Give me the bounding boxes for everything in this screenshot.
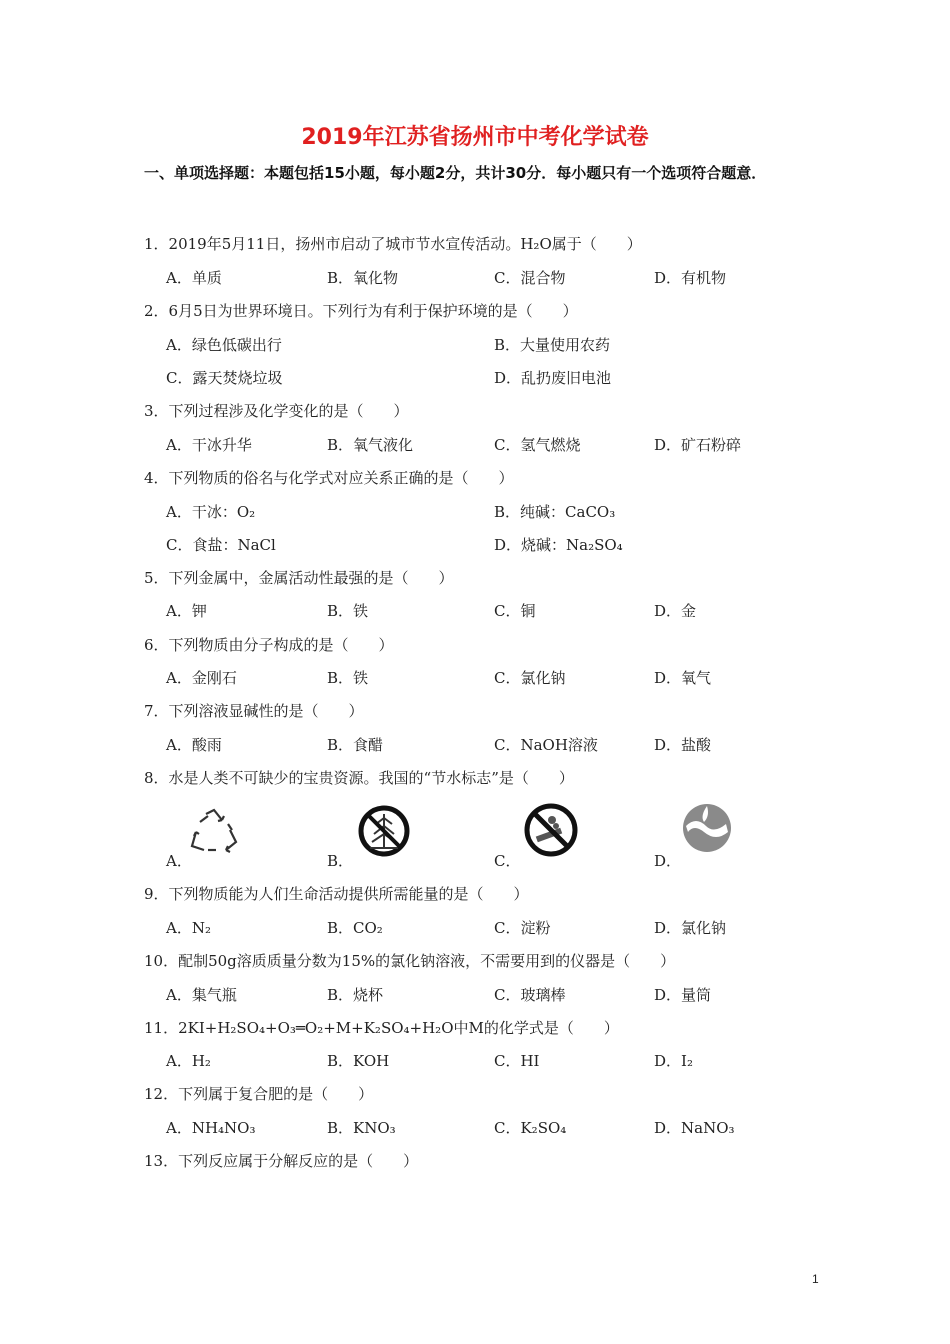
q12-option-a: A．NH₄NO₃ bbox=[166, 1119, 256, 1137]
q5-option-c: C．铜 bbox=[494, 602, 536, 620]
recycle-icon bbox=[186, 806, 242, 856]
question-4: 4．下列物质的俗名与化学式对应关系正确的是（ ） bbox=[144, 469, 514, 487]
q10-option-c: C．玻璃棒 bbox=[494, 986, 566, 1004]
q6-option-c: C．氯化钠 bbox=[494, 669, 566, 687]
question-3: 3．下列过程涉及化学变化的是（ ） bbox=[144, 402, 409, 420]
q6-option-b: B．铁 bbox=[327, 669, 369, 687]
question-7: 7．下列溶液显碱性的是（ ） bbox=[144, 702, 364, 720]
q8-option-c: C． bbox=[494, 852, 521, 870]
q11-option-a: A．H₂ bbox=[166, 1052, 211, 1070]
q3-option-c: C．氢气燃烧 bbox=[494, 436, 581, 454]
page-number: 1 bbox=[812, 1272, 819, 1286]
q3-option-d: D．矿石粉碎 bbox=[654, 436, 742, 454]
q1-option-c: C．混合物 bbox=[494, 269, 566, 287]
q6-option-a: A．金刚石 bbox=[166, 669, 237, 687]
q11-option-d: D．I₂ bbox=[654, 1052, 693, 1070]
q8-option-b: B． bbox=[327, 852, 354, 870]
q2-option-b: B．大量使用农药 bbox=[494, 336, 611, 354]
q8-option-a: A． bbox=[166, 852, 192, 870]
section-heading bbox=[144, 155, 824, 191]
q5-option-a: A．钾 bbox=[166, 602, 207, 620]
q1-option-b: B．氧化物 bbox=[327, 269, 399, 287]
section-text: 一、单项选择题：本题包括15小题，每小题2分，共计30分．每小题只有一个选项符合题意． bbox=[144, 164, 767, 182]
q8-option-d: D． bbox=[654, 852, 682, 870]
q10-option-a: A．集气瓶 bbox=[166, 986, 237, 1004]
q1-option-a: A．单质 bbox=[166, 269, 222, 287]
question-2: 2．6月5日为世界环境日。下列行为有利于保护环境的是（ ） bbox=[144, 302, 578, 320]
question-12: 12．下列属于复合肥的是（ ） bbox=[144, 1085, 374, 1103]
question-8: 8．水是人类不可缺少的宝贵资源。我国的“节水标志”是（ ） bbox=[144, 769, 574, 787]
no-logging-icon bbox=[356, 804, 412, 858]
q2-option-a: A．绿色低碳出行 bbox=[166, 336, 282, 354]
q10-option-b: B．烧杯 bbox=[327, 986, 384, 1004]
q9-option-a: A．N₂ bbox=[166, 919, 211, 937]
no-smoking-icon bbox=[522, 802, 580, 858]
water-saving-icon bbox=[680, 802, 734, 854]
q9-option-c: C．淀粉 bbox=[494, 919, 551, 937]
q4-option-b: B．纯碱：CaCO₃ bbox=[494, 503, 616, 521]
q4-option-d: D．烧碱：Na₂SO₄ bbox=[494, 536, 623, 554]
q12-option-b: B．KNO₃ bbox=[327, 1119, 396, 1137]
q1-option-d: D．有机物 bbox=[654, 269, 727, 287]
q6-option-d: D．氧气 bbox=[654, 669, 712, 687]
question-1: 1．2019年5月11日，扬州市启动了城市节水宣传活动。H₂O属于（ ） bbox=[144, 235, 642, 253]
q7-option-b: B．食醋 bbox=[327, 736, 384, 754]
q12-option-d: D．NaNO₃ bbox=[654, 1119, 735, 1137]
q11-option-b: B．KOH bbox=[327, 1052, 390, 1070]
q7-option-d: D．盐酸 bbox=[654, 736, 712, 754]
q2-option-c: C．露天焚烧垃圾 bbox=[166, 369, 283, 387]
q3-option-b: B．氧气液化 bbox=[327, 436, 414, 454]
exam-title: 2019年江苏省扬州市中考化学试卷 bbox=[301, 125, 649, 150]
q7-option-c: C．NaOH溶液 bbox=[494, 736, 598, 754]
q4-option-a: A．干冰：O₂ bbox=[166, 503, 256, 521]
question-5: 5．下列金属中，金属活动性最强的是（ ） bbox=[144, 569, 454, 587]
question-10: 10．配制50g溶质质量分数为15%的氯化钠溶液，不需要用到的仪器是（ ） bbox=[144, 952, 676, 970]
q12-option-c: C．K₂SO₄ bbox=[494, 1119, 567, 1137]
q5-option-b: B．铁 bbox=[327, 602, 369, 620]
question-13: 13．下列反应属于分解反应的是（ ） bbox=[144, 1152, 419, 1170]
q4-option-c: C．食盐：NaCl bbox=[166, 536, 276, 554]
question-11: 11．2KI+H₂SO₄+O₃═O₂+M+K₂SO₄+H₂O中M的化学式是（ ） bbox=[144, 1019, 619, 1037]
q7-option-a: A．酸雨 bbox=[166, 736, 222, 754]
q3-option-a: A．干冰升华 bbox=[166, 436, 252, 454]
question-6: 6．下列物质由分子构成的是（ ） bbox=[144, 636, 394, 654]
q5-option-d: D．金 bbox=[654, 602, 697, 620]
q9-option-d: D．氯化钠 bbox=[654, 919, 727, 937]
q10-option-d: D．量筒 bbox=[654, 986, 712, 1004]
q9-option-b: B．CO₂ bbox=[327, 919, 383, 937]
q11-option-c: C．HI bbox=[494, 1052, 540, 1070]
q2-option-d: D．乱扔废旧电池 bbox=[494, 369, 612, 387]
question-9: 9．下列物质能为人们生命活动提供所需能量的是（ ） bbox=[144, 885, 529, 903]
